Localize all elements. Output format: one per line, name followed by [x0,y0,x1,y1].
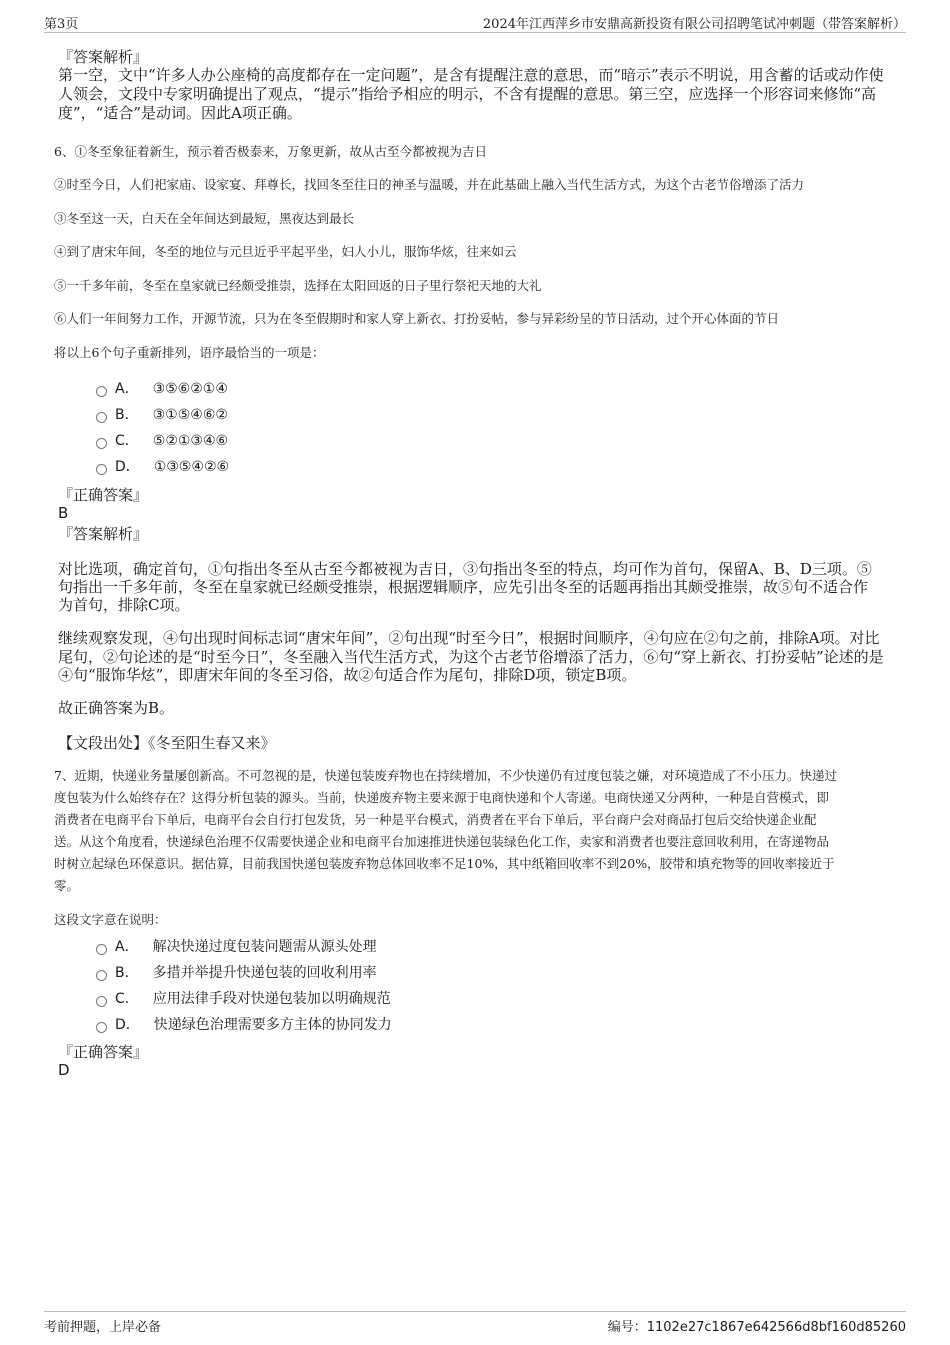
q7-text-line-4: 送。从这个角度看，快递绿色治理不仅需要快递企业和电商平台加速推进快递包装绿色化工作，卖家和消费者也要注意回收利用，在寄递物品 [54,834,830,849]
q7-text-line-3: 消费者在电商平台下单后，电商平台会自行打包发货，另一种是平台模式，消费者在平台下单后，平台商户会对商品打包后交给快递企业配 [54,812,817,827]
radio-button-icon[interactable] [96,970,107,981]
q6-sentence-1: 6、①冬至象征着新生，预示着否极泰来，万象更新，故从古至今都被视为吉日 [54,144,487,159]
q7-option-a[interactable]: A． 解决快递过度包装问题需从源头处理 [96,936,377,958]
q7-prompt: 这段文字意在说明： [54,912,167,927]
q6-sentence-6: ⑥人们一年间努力工作，开源节流，只为在冬至假期时和家人穿上新衣、打扮妥帖，参与异彩纷呈的节日活动，过个开心体面的节日 [54,311,780,326]
page-footer [44,1311,906,1334]
prev-analysis-label: 『答案解析』 [58,48,149,66]
q6-analysis-p2-line-1: 继续观察发现，④句出现时间标志词“唐宋年间”，②句出现“时至今日”，根据时间顺序，④句应在②句之前，排除A项。对比 [58,629,880,647]
prev-analysis-line-1: 第一空，文中“许多人办公座椅的高度都存在一定问题”，是含有提醒注意的意思，而“暗示”表示不明说，用含蓄的话或动作使 [58,66,884,84]
q7-text-line-6: 零。 [54,878,80,893]
radio-button-icon[interactable] [96,1022,107,1033]
q6-answer: B [58,504,69,522]
prev-analysis-line-3: 度”，“适合”是动词。因此A项正确。 [58,104,302,122]
prev-analysis-line-2: 人领会，文段中专家明确提出了观点，“提示”指给予相应的明示，不含有提醒的意思。第三空，应选择一个形容词来修饰“高 [58,85,877,103]
q6-analysis-p1-line-2: 句指出一千多年前，冬至在皇家就已经颇受推崇，根据逻辑顺序，应先引出冬至的话题再指出其颇受推崇，故⑤句不适合作 [58,578,869,596]
page-number: 第3页 [44,17,79,32]
q6-option-d[interactable]: D． ①③⑤④②⑥ [96,456,229,478]
q7-option-b[interactable]: B． 多措并举提升快递包装的回收利用率 [96,962,377,984]
radio-button-icon[interactable] [96,996,107,1007]
q7-text-line-1: 7、近期，快递业务量屡创新高。不可忽视的是，快递包装废弃物也在持续增加，不少快递仍有过度包装之嫌，对环境造成了不小压力。快递过 [54,768,837,783]
radio-button-icon[interactable] [96,944,107,955]
footer-slogan: 考前押题，上岸必备 [44,1320,162,1335]
q6-option-a[interactable]: A． ③⑤⑥②①④ [96,378,228,400]
page-header [44,12,906,33]
q6-option-b[interactable]: B． ③①⑤④⑥② [96,404,228,426]
q6-analysis-p2-line-2: 尾句，②句论述的是“时至今日”，冬至融入当代生活方式，为这个古老节俗增添了活力，⑥句“穿上新衣、打扮妥帖”论述的是 [58,648,884,666]
q6-analysis-label: 『答案解析』 [58,525,149,543]
q6-sentence-3: ③冬至这一天，白天在全年间达到最短，黑夜达到最长 [54,211,355,226]
q7-option-d[interactable]: D． 快递绿色治理需要多方主体的协同发力 [96,1014,392,1036]
radio-button-icon[interactable] [96,464,107,475]
q6-analysis-p2-line-3: ④句“服饰华炫”，即唐宋年间的冬至习俗，故②句适合作为尾句，排除D项，锁定B项。 [58,666,637,684]
q6-analysis-p1-line-3: 为首句，排除C项。 [58,596,190,614]
q7-option-c[interactable]: C． 应用法律手段对快递包装加以明确规范 [96,988,391,1010]
radio-button-icon[interactable] [96,412,107,423]
q7-answer: D [58,1061,70,1079]
q7-answer-label: 『正确答案』 [58,1043,149,1061]
radio-button-icon[interactable] [96,386,107,397]
q6-answer-label: 『正确答案』 [58,486,149,504]
q6-conclusion: 故正确答案为B。 [58,699,175,717]
q6-sentence-2: ②时至今日，人们祀家庙、设家宴、拜尊长，找回冬至往日的神圣与温暖，并在此基础上融入当代生活方式，为这个古老节俗增添了活力 [54,177,805,192]
q6-option-c[interactable]: C． ⑤②①③④⑥ [96,430,228,452]
document-id: 编号：1102e27c1867e642566d8bf160d85260 [607,1320,906,1335]
document-title: 2024年江西萍乡市安鼎高新投资有限公司招聘笔试冲刺题（带答案解析） [482,17,906,32]
q6-prompt: 将以上6个句子重新排列，语序最恰当的一项是： [54,345,325,360]
radio-button-icon[interactable] [96,438,107,449]
q6-sentence-5: ⑤一千多年前，冬至在皇家就已经颇受推崇，选择在太阳回返的日子里行祭祀天地的大礼 [54,278,542,293]
q6-source: 【文段出处】《冬至阳生春又来》 [58,734,276,752]
q7-text-line-2: 度包装为什么始终存在？这得分析包装的源头。当前，快递废弃物主要来源于电商快递和个人寄递。电商快递又分两种，一种是自营模式，即 [54,790,830,805]
q6-analysis-p1-line-1: 对比选项，确定首句，①句指出冬至从古至今都被视为吉日，③句指出冬至的特点，均可作为首句，保留A、B、D三项。⑤ [58,560,872,578]
q7-text-line-5: 时树立起绿色环保意识。据估算，目前我国快递包装废弃物总体回收率不足10%，其中纸箱回收率不到20%，胶带和填充物等的回收率接近于 [54,856,835,871]
q6-sentence-4: ④到了唐宋年间，冬至的地位与元旦近乎平起平坐，妇人小儿，服饰华炫，往来如云 [54,244,517,259]
